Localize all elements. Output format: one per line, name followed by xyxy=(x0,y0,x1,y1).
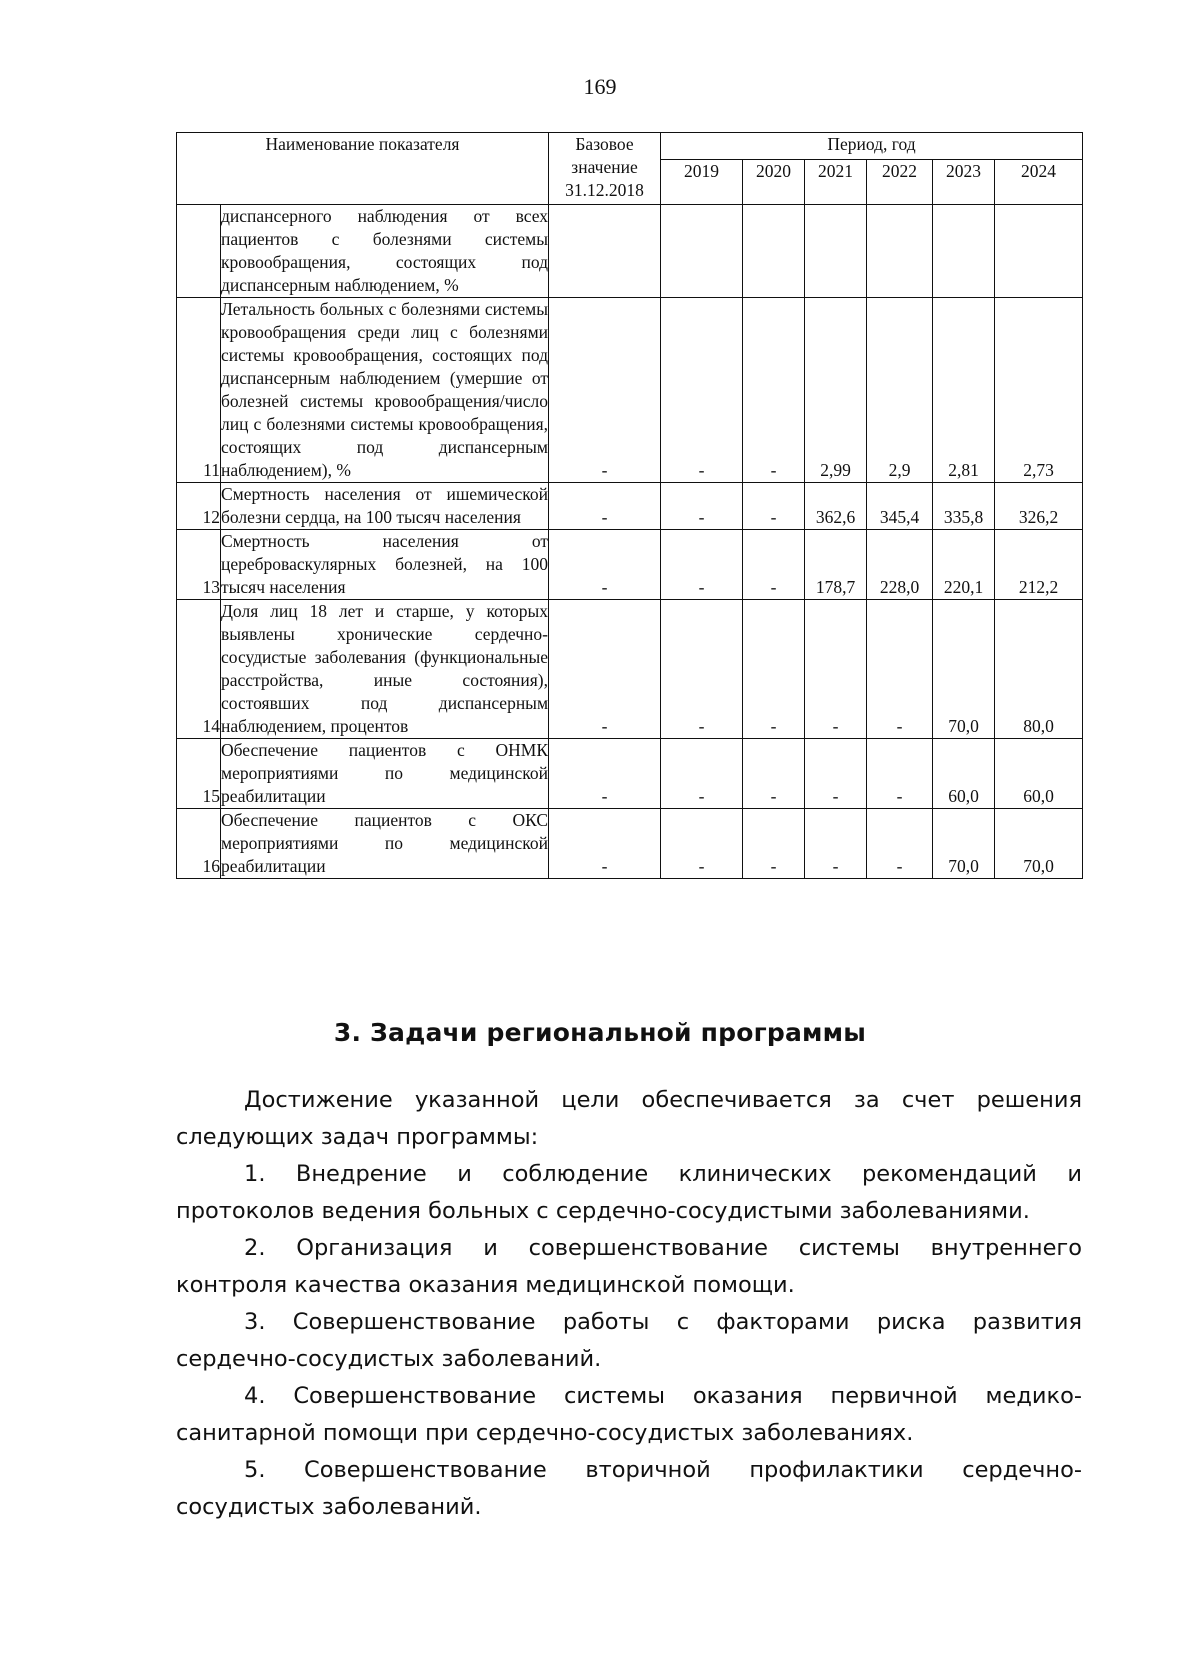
row-value: 2,81 xyxy=(933,298,995,483)
header-period: Период, год xyxy=(661,133,1083,160)
row-value: 335,8 xyxy=(933,483,995,530)
row-value: - xyxy=(743,600,805,739)
row-indicator-name: Обеспечение пациентов с ОНМК мероприятиями по медицинской реабилитации xyxy=(221,739,549,809)
row-value: 60,0 xyxy=(995,739,1083,809)
header-year: 2019 xyxy=(661,160,743,205)
table-row xyxy=(177,205,1083,298)
row-value: - xyxy=(743,530,805,600)
row-indicator-name: Смертность населения от ишемической болезни сердца, на 100 тысяч населения xyxy=(221,483,549,530)
indicators-table xyxy=(176,132,1083,879)
row-value: 2,99 xyxy=(805,298,867,483)
row-value: - xyxy=(549,530,661,600)
row-value: - xyxy=(549,600,661,739)
row-indicator-name: Обеспечение пациентов с ОКС мероприятиями по медицинской реабилитации xyxy=(221,809,549,879)
row-value xyxy=(743,205,805,298)
row-number: 16 xyxy=(177,809,221,879)
row-value: 220,1 xyxy=(933,530,995,600)
row-number: 11 xyxy=(177,298,221,483)
row-value xyxy=(549,205,661,298)
task-paragraph: 3. Совершенствование работы с факторами риска развития сердечно-сосудистых заболеваний. xyxy=(176,1309,1082,1372)
row-number: 13 xyxy=(177,530,221,600)
intro-paragraph: Достижение указанной цели обеспечивается за счет решения следующих задач программы: xyxy=(176,1087,1082,1150)
row-value: - xyxy=(661,298,743,483)
row-indicator-name: Смертность населения от цереброваскулярных болезней, на 100 тысяч населения xyxy=(221,530,549,600)
table-row xyxy=(177,600,1083,739)
row-value xyxy=(661,205,743,298)
header-base-line: Базовое xyxy=(575,134,634,154)
row-value: 60,0 xyxy=(933,739,995,809)
row-number: 15 xyxy=(177,739,221,809)
row-value: - xyxy=(743,809,805,879)
table-row xyxy=(177,530,1083,600)
row-value: - xyxy=(661,483,743,530)
row-value: - xyxy=(743,298,805,483)
row-value: 212,2 xyxy=(995,530,1083,600)
row-value: - xyxy=(661,809,743,879)
table-row xyxy=(177,483,1083,530)
row-value: - xyxy=(805,600,867,739)
table-row xyxy=(177,298,1083,483)
row-value: 70,0 xyxy=(995,809,1083,879)
row-value: 178,7 xyxy=(805,530,867,600)
header-indicator-name: Наименование показателя xyxy=(177,133,549,205)
task-paragraph: 5. Совершенствование вторичной профилактики сердечно-сосудистых заболеваний. xyxy=(176,1457,1082,1520)
table-row xyxy=(177,809,1083,879)
row-value: - xyxy=(549,483,661,530)
task-paragraph: 2. Организация и совершенствование системы внутреннего контроля качества оказания медицинской помощи. xyxy=(176,1235,1082,1298)
row-value: 2,9 xyxy=(867,298,933,483)
row-value: - xyxy=(549,739,661,809)
row-value xyxy=(867,205,933,298)
row-value: - xyxy=(661,739,743,809)
row-value: - xyxy=(867,600,933,739)
row-value xyxy=(805,205,867,298)
row-value: 345,4 xyxy=(867,483,933,530)
row-value: 80,0 xyxy=(995,600,1083,739)
row-indicator-name: Летальность больных с болезнями системы кровообращения среди лиц с болезнями системы кровообращения, состоящих под диспансерным наблюдением (умершие от болезней системы кровообращения/число лиц с болезнями системы кровообращения, состоящих под диспансерным наблюдением), % xyxy=(221,298,549,483)
row-value: - xyxy=(867,809,933,879)
header-base-line: значение xyxy=(571,157,638,177)
row-value: 362,6 xyxy=(805,483,867,530)
row-value: 326,2 xyxy=(995,483,1083,530)
row-value: - xyxy=(549,298,661,483)
row-number xyxy=(177,205,221,298)
table-row xyxy=(177,739,1083,809)
row-value: 228,0 xyxy=(867,530,933,600)
header-year: 2021 xyxy=(805,160,867,205)
row-value: - xyxy=(661,600,743,739)
header-year: 2022 xyxy=(867,160,933,205)
page-number: 169 xyxy=(583,74,617,99)
header-base-line: 31.12.2018 xyxy=(565,180,644,200)
row-value: - xyxy=(743,739,805,809)
row-number: 14 xyxy=(177,600,221,739)
row-number: 12 xyxy=(177,483,221,530)
row-value: - xyxy=(867,739,933,809)
row-value: - xyxy=(805,809,867,879)
task-paragraph: 4. Совершенствование системы оказания первичной медико-санитарной помощи при сердечно-сосудистых заболеваниях. xyxy=(176,1383,1082,1446)
row-value: - xyxy=(805,739,867,809)
task-paragraph: 1. Внедрение и соблюдение клинических рекомендаций и протоколов ведения больных с сердечно-сосудистыми заболеваниями. xyxy=(176,1161,1082,1224)
row-indicator-name: диспансерного наблюдения от всех пациентов с болезнями системы кровообращения, состоящих под диспансерным наблюдением, % xyxy=(221,205,549,298)
row-value: - xyxy=(743,483,805,530)
row-value xyxy=(995,205,1083,298)
header-year: 2020 xyxy=(743,160,805,205)
section-heading: 3. Задачи региональной программы xyxy=(333,1018,867,1047)
row-value: - xyxy=(661,530,743,600)
row-value: 70,0 xyxy=(933,809,995,879)
row-value: - xyxy=(549,809,661,879)
header-year: 2023 xyxy=(933,160,995,205)
section-body xyxy=(176,1082,1082,1526)
header-base-value xyxy=(549,133,661,205)
row-value: 70,0 xyxy=(933,600,995,739)
header-year: 2024 xyxy=(995,160,1083,205)
row-value xyxy=(933,205,995,298)
row-indicator-name: Доля лиц 18 лет и старше, у которых выявлены хронические сердечно-сосудистые заболевания (функциональные расстройства, иные состояния), состоявших под диспансерным наблюдением, процентов xyxy=(221,600,549,739)
row-value: 2,73 xyxy=(995,298,1083,483)
